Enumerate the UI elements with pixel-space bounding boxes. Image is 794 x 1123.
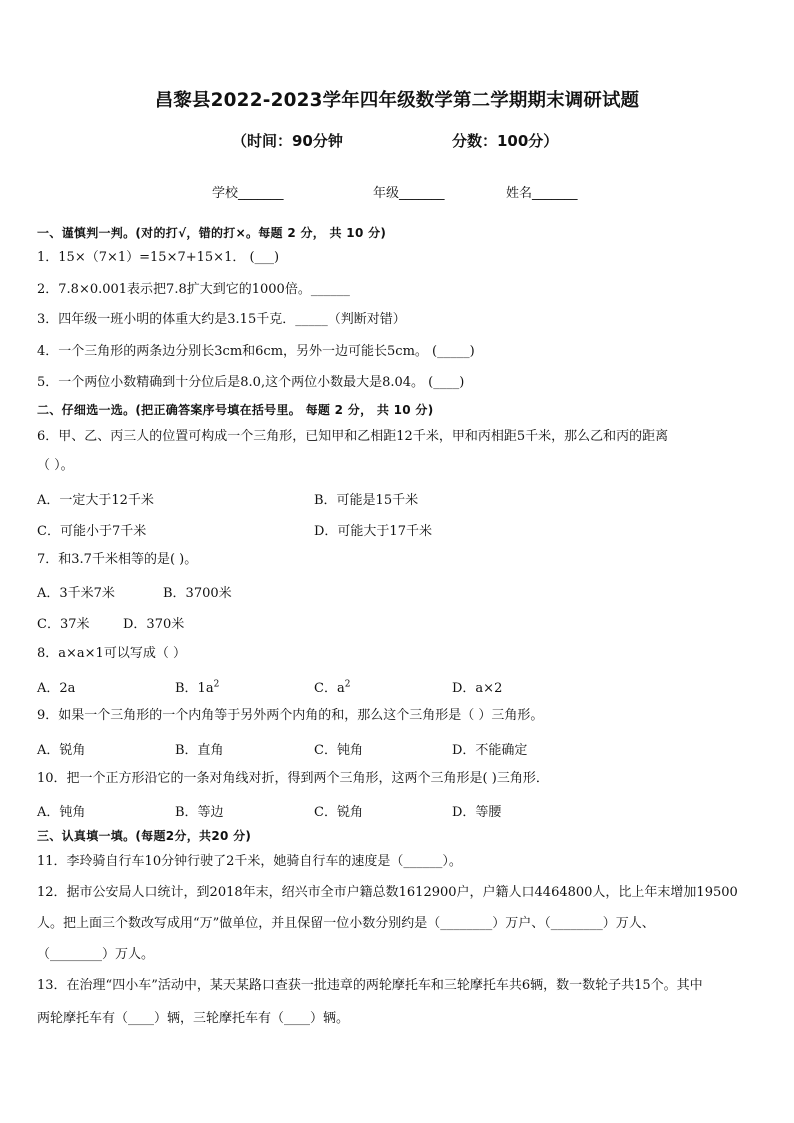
page-title: 昌黎县2022-2023学年四年级数学第二学期期末调研试题 [154,90,640,111]
exam-score: 分数：100分） [452,132,559,150]
q8-option-c-base: C．a [314,681,345,696]
q8-option-a: A．2a [37,681,76,696]
q8-option-c [314,677,350,696]
question-9-stem: 9．如果一个三角形的一个内角等于另外两个内角的和，那么这个三角形是（ ）三角形。 [37,708,544,723]
question-6-stem: 6．甲、乙、丙三人的位置可构成一个三角形，已知甲和乙相距12千米，甲和丙相距5千米，那么乙和丙的距离 [37,429,669,444]
q10-option-d: D．等腰 [452,805,502,820]
question-1: 1．15×（7×1）=15×7+15×1． (___) [37,250,280,265]
question-12-line3: （________）万人。 [37,947,155,962]
question-7-stem: 7．和3.7千米相等的是( )。 [37,552,198,567]
q6-option-d: D．可能大于17千米 [314,524,432,539]
q7-option-c: C．37米 [37,617,90,632]
q8-option-d: D．a×2 [452,681,503,696]
section2-heading: 二、仔细选一选。(把正确答案序号填在括号里。 每题 2 分， 共 10 分) [37,403,434,417]
q8-option-b [175,677,219,696]
q6-option-c: C．可能小于7千米 [37,524,147,539]
question-3: 3．四年级一班小明的体重大约是3.15千克．_____（判断对错） [37,312,406,327]
name-field: 姓名_______ [506,186,578,201]
q9-option-d: D．不能确定 [452,743,528,758]
question-10-stem: 10．把一个正方形沿它的一条对角线对折，得到两个三角形，这两个三角形是( )三角形． [37,771,549,786]
q8-option-b-exponent: 2 [213,679,220,690]
q10-option-c: C．锐角 [314,805,363,820]
question-4: 4．一个三角形的两条边分别长3cm和6cm，另外一边可能长5cm。 (_____) [37,344,475,359]
question-11: 11．李玲骑自行车10分钟行驶了2千米，她骑自行车的速度是（______）。 [37,854,462,869]
q7-option-a: A．3千米7米 [37,586,115,601]
question-13-line1: 13．在治理“四小车”活动中，某天某路口查获一批违章的两轮摩托车和三轮摩托车共6辆，数一数轮子共15个。其中 [37,978,703,993]
question-5: 5．一个两位小数精确到十分位后是8.0,这个两位小数最大是8.04。 (____) [37,375,465,390]
q6-option-a: A．一定大于12千米 [37,493,154,508]
q8-option-c-exponent: 2 [344,679,351,690]
q6-option-b: B．可能是15千米 [314,493,419,508]
exam-time: （时间：90分钟 [232,132,343,150]
q8-option-b-base: B．1a [175,681,214,696]
question-13-line2: 两轮摩托车有（____）辆，三轮摩托车有（____）辆。 [37,1011,350,1026]
question-8-stem: 8．a×a×1可以写成（ ） [37,646,186,661]
section3-heading: 三、认真填一填。(每题2分，共20 分) [37,829,252,843]
q9-option-b: B．直角 [175,743,224,758]
question-12-line1: 12．据市公安局人口统计，到2018年末，绍兴市全市户籍总数1612900户，户籍人口4464800人，比上年末增加19500 [37,885,738,900]
question-2: 2．7.8×0.001表示把7.8扩大到它的1000倍。______ [37,282,350,297]
grade-field: 年级_______ [373,186,445,201]
q7-option-b: B．3700米 [163,586,232,601]
q10-option-b: B．等边 [175,805,224,820]
q10-option-a: A．钝角 [37,805,86,820]
question-6-stem-cont: （ ）。 [37,458,74,473]
question-12-line2: 人。把上面三个数改写成用“万”做单位，并且保留一位小数分别约是（________）万户、（________）万人、 [37,916,655,931]
school-field: 学校_______ [212,186,284,201]
q9-option-a: A．锐角 [37,743,86,758]
q9-option-c: C．钝角 [314,743,363,758]
section1-heading: 一、谨慎判一判。(对的打√，错的打×。每题 2 分， 共 10 分) [37,226,387,240]
q7-option-d: D．370米 [123,617,185,632]
